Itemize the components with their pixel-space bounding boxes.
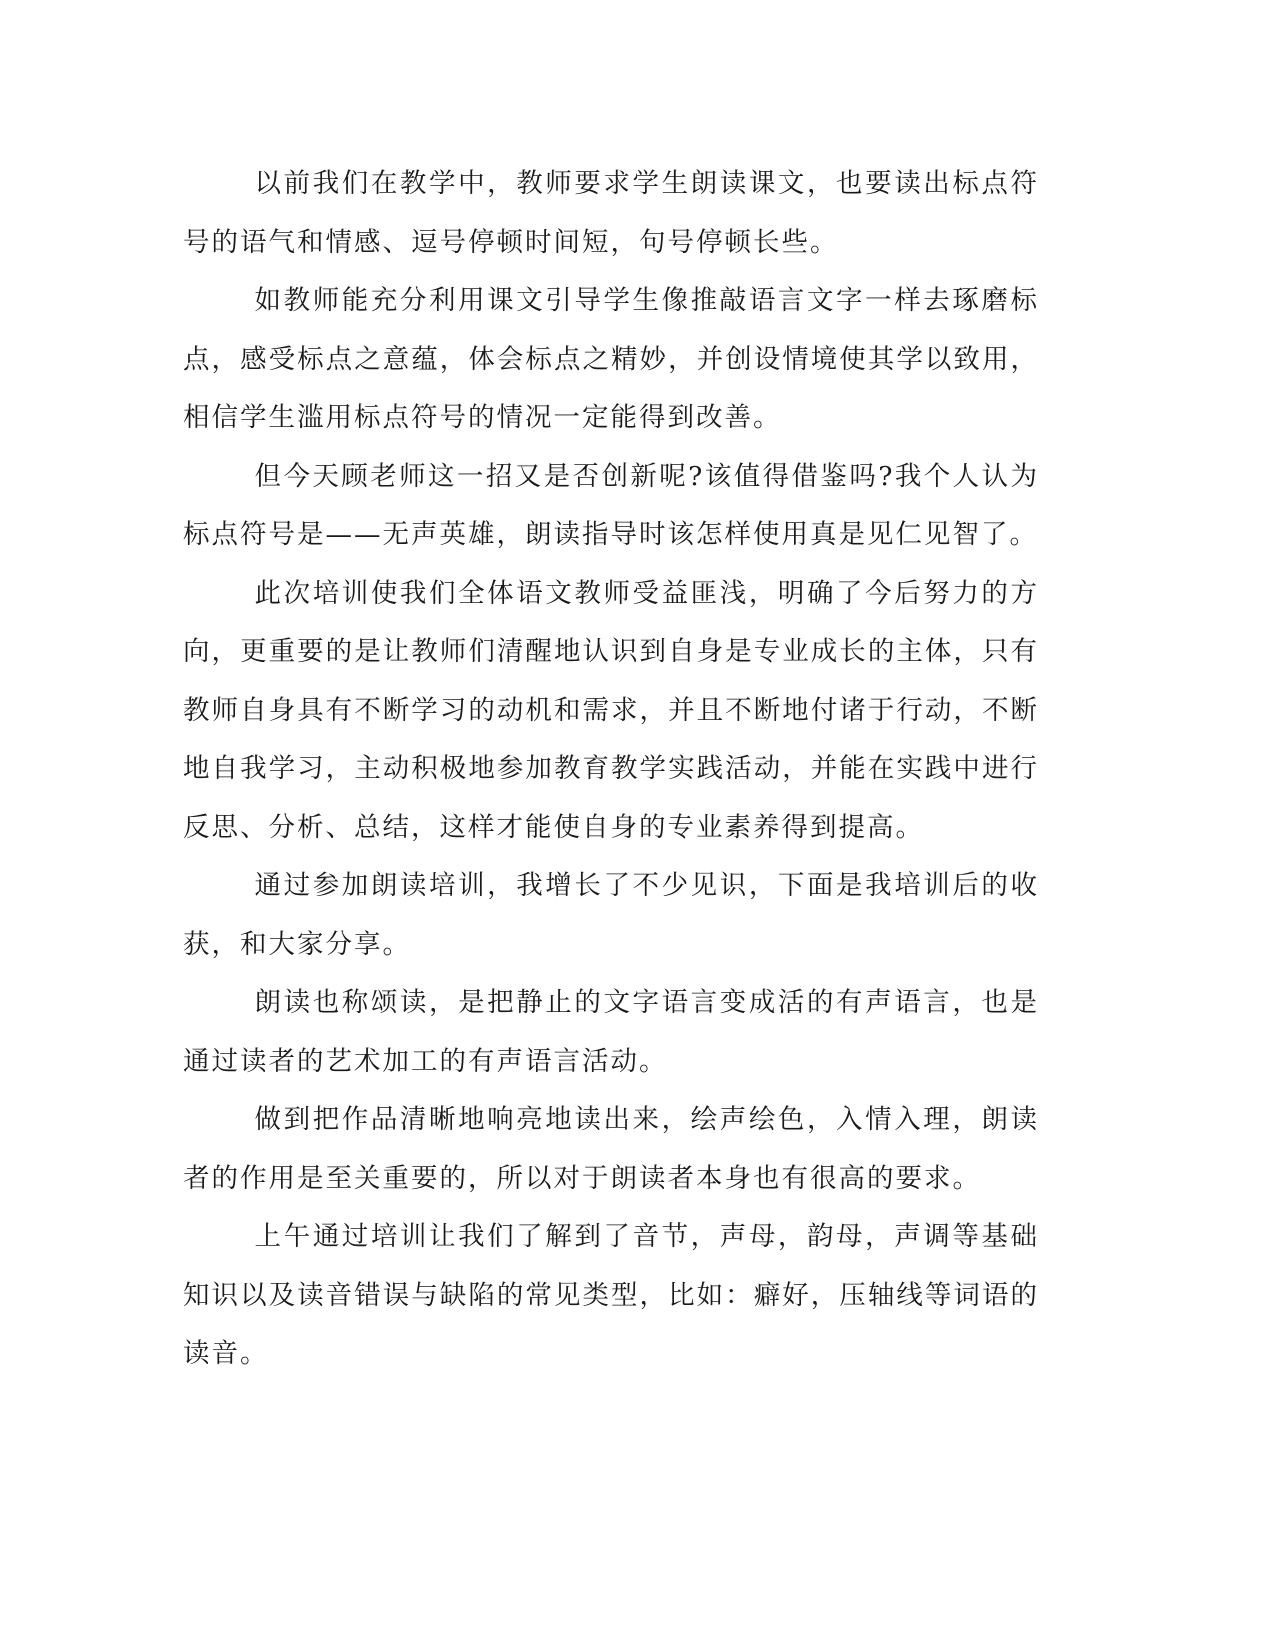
paragraph-3: 但今天顾老师这一招又是否创新呢?该值得借鉴吗?我个人认为标点符号是——无声英雄，朗读指导时该怎样使用真是见仁见智了。 — [183, 460, 1039, 550]
paragraph-4: 此次培训使我们全体语文教师受益匪浅，明确了今后努力的方向，更重要的是让教师们清醒地认识到自身是专业成长的主体，只有教师自身具有不断学习的动机和需求，并且不断地付诸于行动，不断地自我学习，主动积极地参加教育教学实践活动，并能在实践中进行反思、分析、总结，这样才能使自身的专业素养得到提高。 — [183, 577, 1039, 843]
paragraph-7: 做到把作品清晰地响亮地读出来，绘声绘色，入情入理，朗读者的作用是至关重要的，所以对于朗读者本身也有很高的要求。 — [183, 1104, 1039, 1194]
paragraph-5: 通过参加朗读培训，我增长了不少见识，下面是我培训后的收获，和大家分享。 — [183, 870, 1039, 960]
paragraph-2: 如教师能充分利用课文引导学生像推敲语言文字一样去琢磨标点，感受标点之意蕴，体会标点之精妙，并创设情境使其学以致用，相信学生滥用标点符号的情况一定能得到改善。 — [183, 285, 1039, 433]
document-body — [183, 155, 1039, 1384]
paragraph-1: 以前我们在教学中，教师要求学生朗读课文，也要读出标点符号的语气和情感、逗号停顿时间短，句号停顿长些。 — [183, 168, 1039, 258]
paragraph-6: 朗读也称颂读，是把静止的文字语言变成活的有声语言，也是通过读者的艺术加工的有声语言活动。 — [183, 987, 1039, 1077]
paragraph-8: 上午通过培训让我们了解到了音节，声母，韵母，声调等基础知识以及读音错误与缺陷的常见类型，比如：癖好，压轴线等词语的读音。 — [183, 1221, 1039, 1369]
